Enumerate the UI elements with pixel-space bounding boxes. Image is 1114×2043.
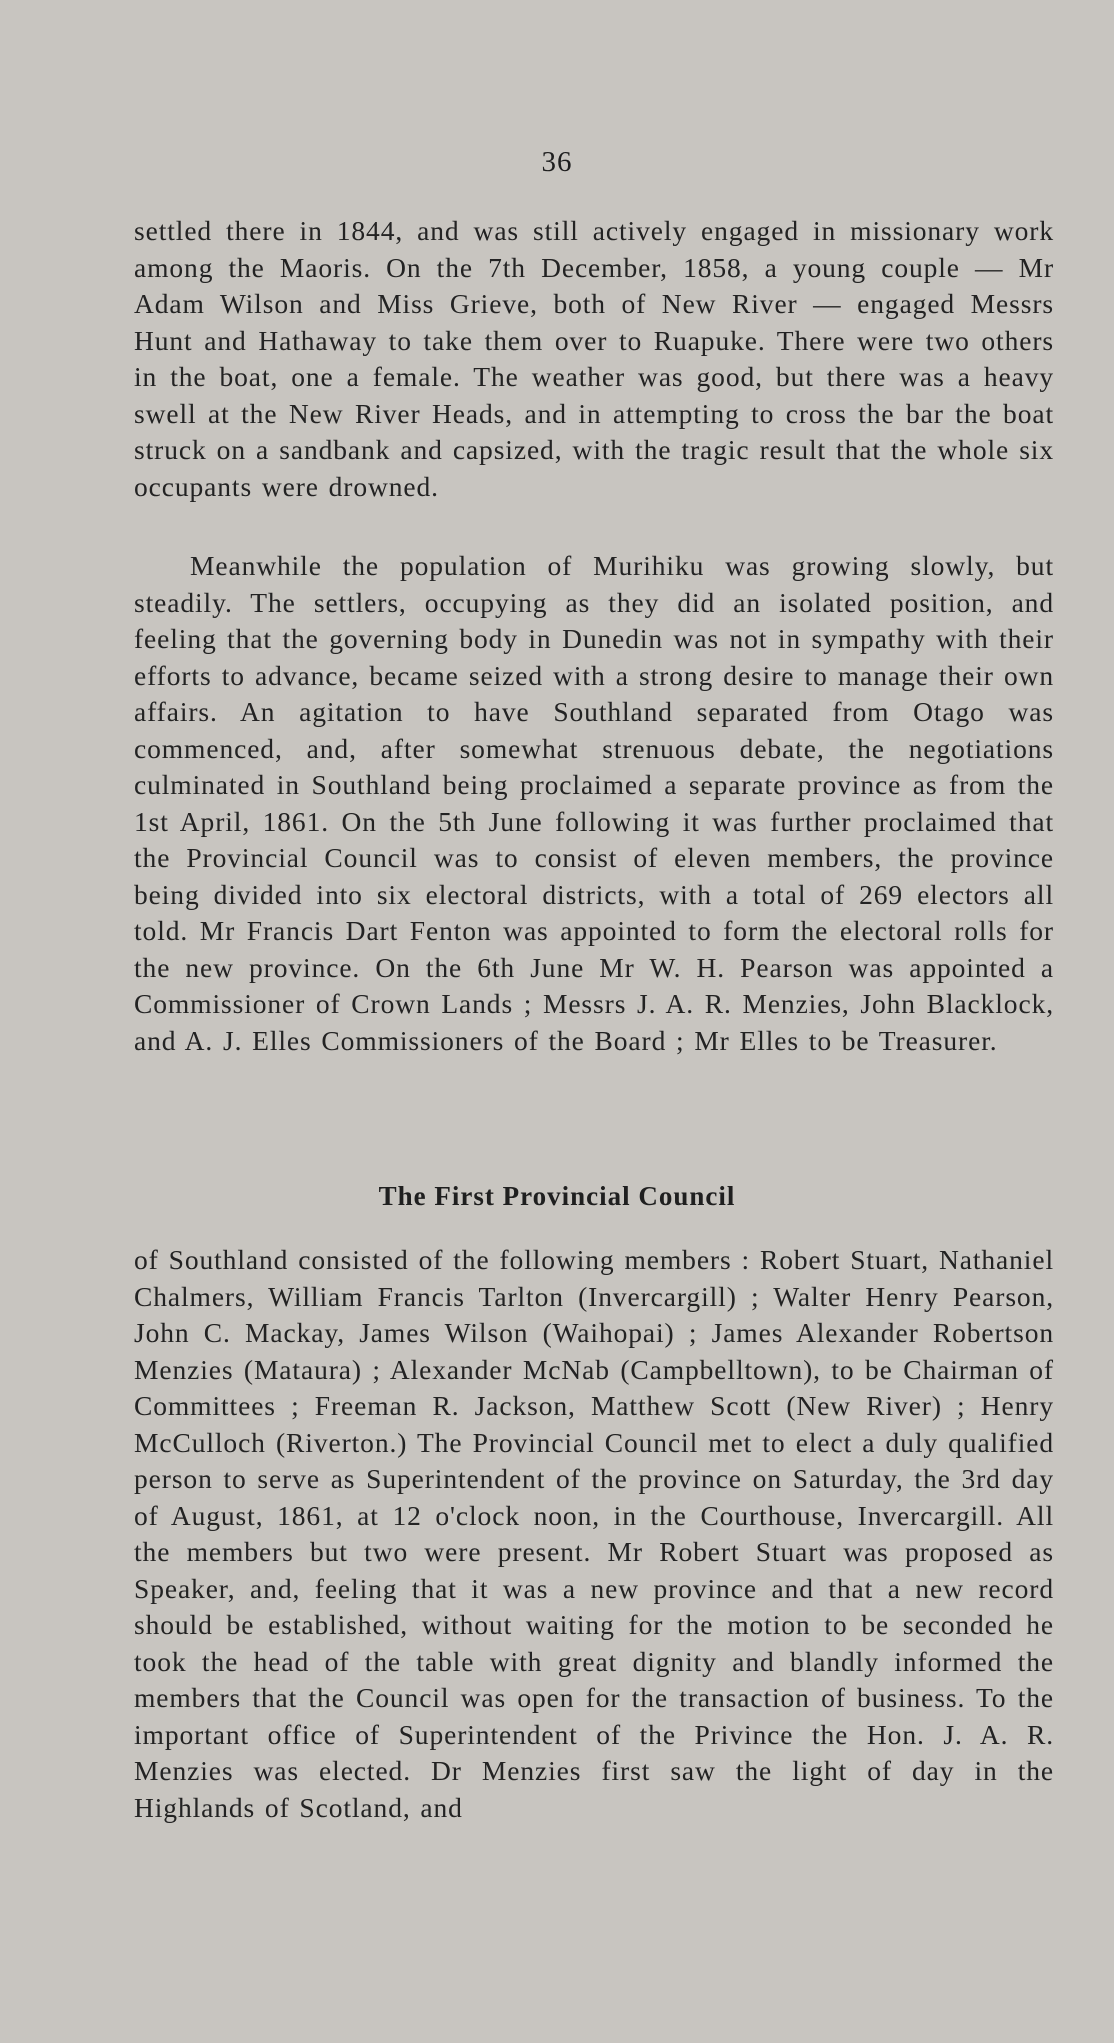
- paragraph-3: of Southland consisted of the following members : Robert Stuart, Nathaniel Chalmers, William Francis Tarlton (Invercargill) ; Walter Henry Pearson, John C. Mackay, James Wilson (Waihopai) ; James Alexander Robertson Menzies (Mataura) ; Alexander McNab (Campbelltown), to be Chairman of Committees ; Freeman R. Jackson, Matthew Scott (New River) ; Henry McCulloch (Riverton.) The Provincial Council met to elect a duly qualified person to serve as Superintendent of the province on Saturday, the 3rd day of August, 1861, at 12 o'clock noon, in the Courthouse, Invercargill. All the members but two were present. Mr Robert Stuart was proposed as Speaker, and, feeling that it was a new province and that a new record should be established, without waiting for the motion to be seconded he took the head of the table with great dignity and blandly informed the members that the Council was open for the transaction of business. To the important office of Superintendent of the Privince the Hon. J. A. R. Menzies was elected. Dr Menzies first saw the light of day in the Highlands of Scotland, and: [134, 1244, 1054, 1823]
- paragraph-2-block: [134, 548, 1054, 1059]
- paragraph-2: Meanwhile the population of Murihiku was growing slowly, but steadily. The settlers, occupying as they did an isolated position, and feeling that the governing body in Dunedin was not in sympathy with their efforts to advance, became seized with a strong desire to manage their own affairs. An agitation to have Southland separated from Otago was commenced, and, after somewhat strenuous debate, the negotiations culminated in Southland being proclaimed a separate province as from the 1st April, 1861. On the 5th June following it was further proclaimed that the Provincial Council was to consist of eleven members, the province being divided into six electoral districts, with a total of 269 electors all told. Mr Francis Dart Fenton was appointed to form the electoral rolls for the new province. On the 6th June Mr W. H. Pearson was appointed a Commissioner of Crown Lands ; Messrs J. A. R. Menzies, John Blacklock, and A. J. Elles Commissioners of the Board ; Mr Elles to be Treasurer.: [134, 550, 1054, 1056]
- paragraph-3-block: [134, 1242, 1054, 1826]
- paragraph-1: settled there in 1844, and was still actively engaged in missionary work among the Maoris. On the 7th December, 1858, a young couple — Mr Adam Wilson and Miss Grieve, both of New River — engaged Messrs Hunt and Hathaway to take them over to Ruapuke. There were two others in the boat, one a female. The weather was good, but there was a heavy swell at the New River Heads, and in attempting to cross the bar the boat struck on a sandbank and capsized, with the tragic result that the whole six occupants were drowned.: [134, 215, 1054, 502]
- paragraph-1-block: [134, 213, 1054, 505]
- section-heading: The First Provincial Council: [378, 1181, 736, 1211]
- page-number: 36: [541, 146, 573, 178]
